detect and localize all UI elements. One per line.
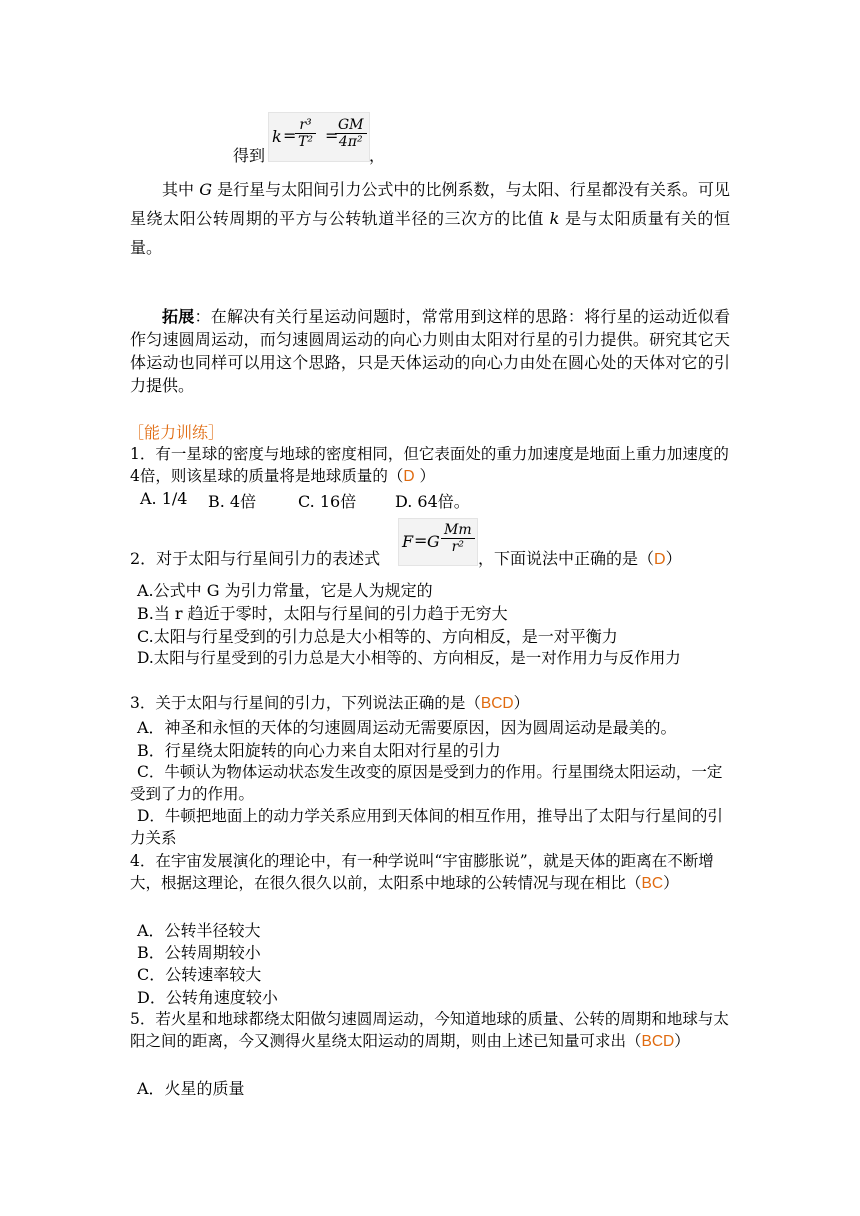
q2-option-d: D.太阳与行星受到的引力总是大小相等的、方向相反，是一对作用力与反作用力	[137, 649, 681, 667]
q4-answer: BC	[641, 875, 664, 892]
q2-formula-num: Mm	[441, 522, 475, 539]
q2-text: 2．对于太阳与行星间引力的表述式	[130, 549, 381, 568]
q1-text: 1．有一星球的密度与地球的密度相同，但它表面处的重力加速度是地面上重力加速度的4倍，则该星球的质量将是地球质量的（	[130, 445, 729, 485]
q3-option-c: C．牛顿认为物体运动状态发生改变的原因是受到力的作用。行星围绕太阳运动，一定受到了力的作用。	[130, 763, 723, 803]
formula1-k: k	[272, 127, 282, 146]
explain-k: k	[549, 209, 560, 228]
q2-close: ）	[665, 549, 682, 568]
explanation-paragraph	[130, 175, 730, 262]
q2-formula-f: F	[402, 532, 414, 551]
explain-g: G	[199, 180, 212, 199]
formula1-num2: GM	[335, 117, 367, 134]
q4-option-d: D．公转角速度较小	[137, 988, 278, 1007]
q1-option-a: A. 1/4	[140, 489, 188, 508]
formula1-frac2	[335, 117, 367, 150]
q2-text2-label: ，下面说法中正确的是（	[478, 549, 655, 568]
q3-answer: BCD	[480, 695, 514, 712]
formula1-den1: T²	[298, 134, 313, 150]
q5-option-a: A．火星的质量	[137, 1079, 245, 1098]
extension-label: 拓展	[162, 307, 195, 326]
q1-option-b: B. 4倍	[208, 492, 257, 511]
question-4	[130, 850, 730, 895]
q5-answer: BCD	[641, 1033, 675, 1050]
q5-text: 5．若火星和地球都绕太阳做匀速圆周运动，今知道地球的质量、公转的周期和地球与太阳之间的距离，今又测得火星绕太阳运动的周期，则由上述已知量可求出（	[130, 1010, 729, 1050]
q3-option-d: D．牛顿把地面上的动力学关系应用到天体间的相互作用，推导出了太阳与行星间的引力关系	[130, 807, 723, 847]
explain-text2: 是与太阳质量有关的恒量。	[130, 209, 730, 257]
explain-lead: 其中	[162, 180, 195, 199]
formula1-prefix: 得到	[233, 146, 266, 165]
section-title: ［能力训练］	[128, 423, 225, 442]
formula1-image	[268, 112, 370, 162]
q2-formula-image	[398, 518, 478, 566]
q5-close: ）	[674, 1032, 690, 1050]
q2-option-b: B.当 r 趋近于零时，太阳与行星间的引力趋于无穷大	[137, 604, 508, 623]
q4-option-b: B．公转周期较小	[137, 943, 261, 962]
formula1-den2: 4π²	[338, 134, 363, 150]
formula1-eq1: =	[283, 126, 297, 145]
explain-text1: 是行星与太阳间引力公式中的比例系数，与太阳、行星都没有关系。可见星绕太阳公转周期的平方与公转轨道半径的三次方的比值	[130, 180, 730, 228]
q4-option-a: A．公转半径较大	[137, 921, 261, 940]
q1-close: ）	[414, 467, 436, 485]
question-1	[130, 443, 730, 488]
q2-formula-den: r²	[451, 539, 464, 555]
q2-text2	[478, 546, 682, 569]
q4-option-c: C．公转速率较大	[137, 965, 262, 984]
q2-formula-frac	[441, 522, 475, 555]
q1-option-c: C. 16倍	[298, 492, 357, 511]
q1-answer: D	[403, 468, 415, 485]
question-3	[130, 692, 730, 715]
q3-close: ）	[513, 694, 530, 712]
extension-paragraph	[130, 305, 730, 397]
q3-option-b: B．行星绕太阳旋转的向心力来自太阳对行星的引力	[137, 741, 501, 760]
q2-option-a: A.公式中 G 为引力常量，它是人为规定的	[137, 581, 433, 600]
formula1-eq2: =	[325, 126, 339, 145]
question-5	[130, 1008, 730, 1053]
q2-option-c: C.太阳与行星受到的引力总是大小相等的、方向相反，是一对平衡力	[137, 627, 618, 646]
formula1-num1: r³	[295, 117, 316, 134]
q2-formula-eq: =	[414, 531, 428, 550]
formula1-frac1	[295, 117, 316, 150]
formula1-suffix: ，	[369, 146, 386, 165]
q4-close: ）	[663, 874, 679, 892]
q3-option-a: A．神圣和永恒的天体的匀速圆周运动无需要原因，因为圆周运动是最美的。	[137, 718, 677, 737]
q2-answer: D	[654, 551, 666, 568]
q4-text: 4．在宇宙发展演化的理论中，有一种学说叫“宇宙膨胀说”，就是天体的距离在不断增大，根据这理论，在很久很久以前，太阳系中地球的公转情况与现在相比（	[130, 852, 714, 892]
q1-option-d: D. 64倍。	[395, 492, 470, 511]
q3-text: 3．关于太阳与行星间的引力，下列说法正确的是（	[130, 694, 481, 712]
extension-text: ：在解决有关行星运动问题时，常常用到这样的思路：将行星的运动近似看作匀速圆周运动，而匀速圆周运动的向心力则由太阳对行星的引力提供。研究其它天体运动也同样可以用这个思路，只是天体运动的向心力由处在圆心处的天体对它的引力提供。	[130, 307, 730, 395]
q2-formula-g: G	[427, 532, 440, 551]
